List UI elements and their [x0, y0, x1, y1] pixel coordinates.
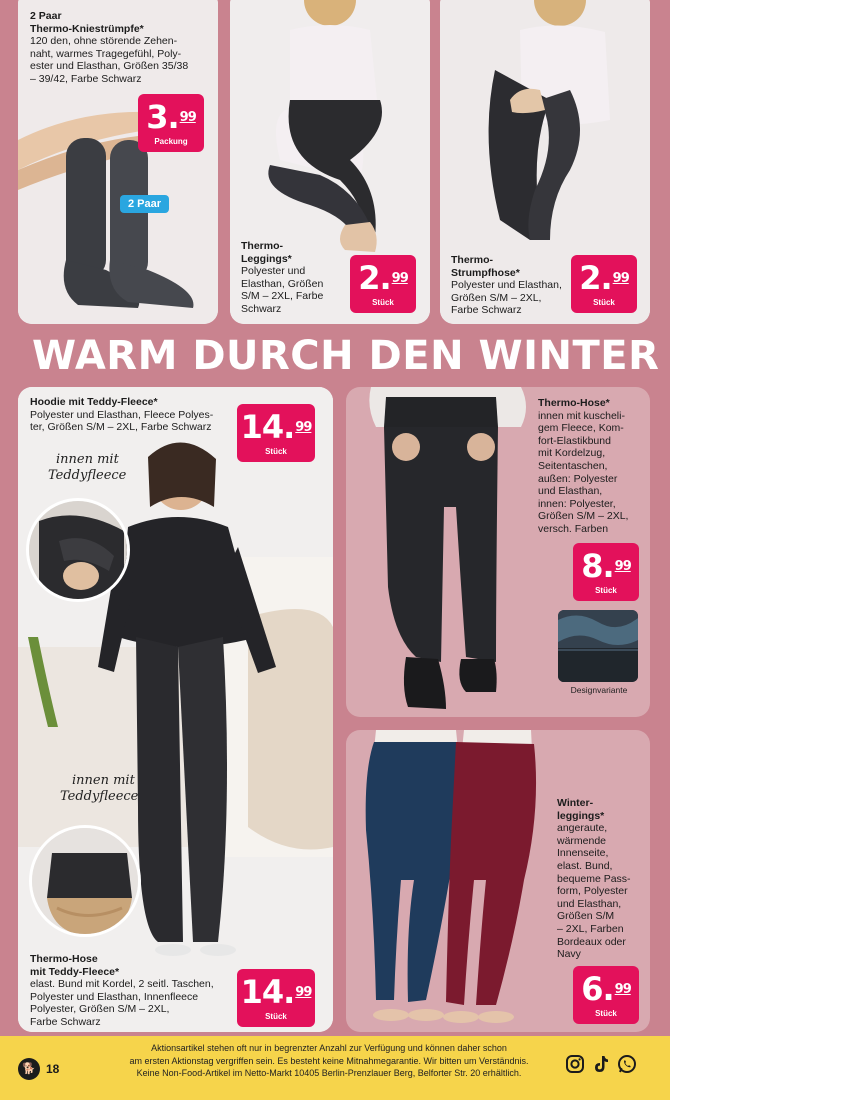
- two-pair-badge: 2 Paar: [120, 195, 169, 213]
- socks-card: [18, 0, 218, 324]
- instagram-icon[interactable]: [565, 1054, 585, 1074]
- tights-card: [440, 0, 650, 324]
- tights-text: Thermo- Strumpfhose* Polyester und Elasthan, Größen S/M – 2XL, Farbe Schwarz: [451, 254, 562, 317]
- footer-disclaimer: Aktionsartikel stehen oft nur in begrenzter Anzahl zur Verfügung und können daher schon am ersten Aktionstag vergriffen sein. Es besteht keine Mitnahmegarantie. Wir bitten um Verständnis. Keine Non-Food-Artikel im Netto-Markt 10405 Berlin-Prenzlauer Berg, Belforter Str. 20 erhältlich.: [129, 1043, 529, 1078]
- leggings-price-tag: 2.99 Stück: [350, 255, 416, 313]
- socks-title: 2 Paar Thermo-Kniestrümpfe* 120 den, ohne störende Zehen- naht, warmes Tragegefühl, Poly- ester und Elasthan, Größen 35/38 – 39/42, Farbe Schwarz: [30, 10, 189, 85]
- page-headline: WARM DURCH DEN WINTER: [32, 333, 660, 379]
- socks-price-tag: 3.99 Packung: [138, 94, 204, 152]
- leggings-text: Thermo- Leggings* Polyester und Elasthan, Größen S/M – 2XL, Farbe Schwarz: [241, 240, 324, 315]
- hoodie-detail-circle: [26, 498, 130, 602]
- thermo-pants-card: [346, 387, 650, 717]
- page-margin: [670, 0, 850, 1100]
- winter-leggings-price-tag: 6.99 Stück: [573, 966, 639, 1024]
- pants-fleece-note: innen mit Teddyfleece: [60, 773, 139, 804]
- pants-teddy-text: Thermo-Hose mit Teddy-Fleece* elast. Bund mit Kordel, 2 seitl. Taschen, Polyester und Elasthan, Innenfleece Polyester, Größen S/M – 2XL, Farbe Schwarz: [30, 953, 214, 1028]
- hoodie-card: [18, 387, 333, 1032]
- thermo-pants-text: Thermo-Hose* innen mit kuscheli- gem Fleece, Kom- fort-Elastikbund mit Kordelzug, Seitentaschen, außen: Polyester und Elasthan, innen: Polyester, Größen S/M – 2XL, versch. Farben: [538, 397, 629, 535]
- tiktok-icon[interactable]: [591, 1054, 611, 1074]
- hoodie-text: Hoodie mit Teddy-Fleece* Polyester und Elasthan, Fleece Polyes- ter, Größen S/M – 2XL, Farbe Schwarz: [30, 396, 214, 434]
- thermo-pants-image: [346, 387, 536, 717]
- design-variant-label: Designvariante: [570, 685, 628, 695]
- footer-bar: [0, 1036, 670, 1100]
- page-number: 🐕 18: [18, 1058, 59, 1080]
- winter-leggings-text: Winter- leggings* angeraute, wärmende Innenseite, elast. Bund, bequeme Pass- form, Polyester und Elasthan, Größen S/M – 2XL, Farben Bordeaux oder Navy: [557, 797, 631, 961]
- winter-leggings-image: [346, 730, 551, 1032]
- pants-teddy-price-tag: 14.99 Stück: [237, 969, 315, 1027]
- social-icons: [565, 1054, 637, 1074]
- whatsapp-icon[interactable]: [617, 1054, 637, 1074]
- pants-detail-circle: [29, 825, 141, 937]
- leggings-card: [230, 0, 430, 324]
- hoodie-price-tag: 14.99 Stück: [237, 404, 315, 462]
- hoodie-fleece-note: innen mit Teddyfleece: [48, 452, 127, 483]
- thermo-pants-price-tag: 8.99 Stück: [573, 543, 639, 601]
- tights-price-tag: 2.99 Stück: [571, 255, 637, 313]
- winter-leggings-card: [346, 730, 650, 1032]
- netto-dog-icon: 🐕: [18, 1058, 40, 1080]
- design-variant-swatch: [558, 610, 638, 682]
